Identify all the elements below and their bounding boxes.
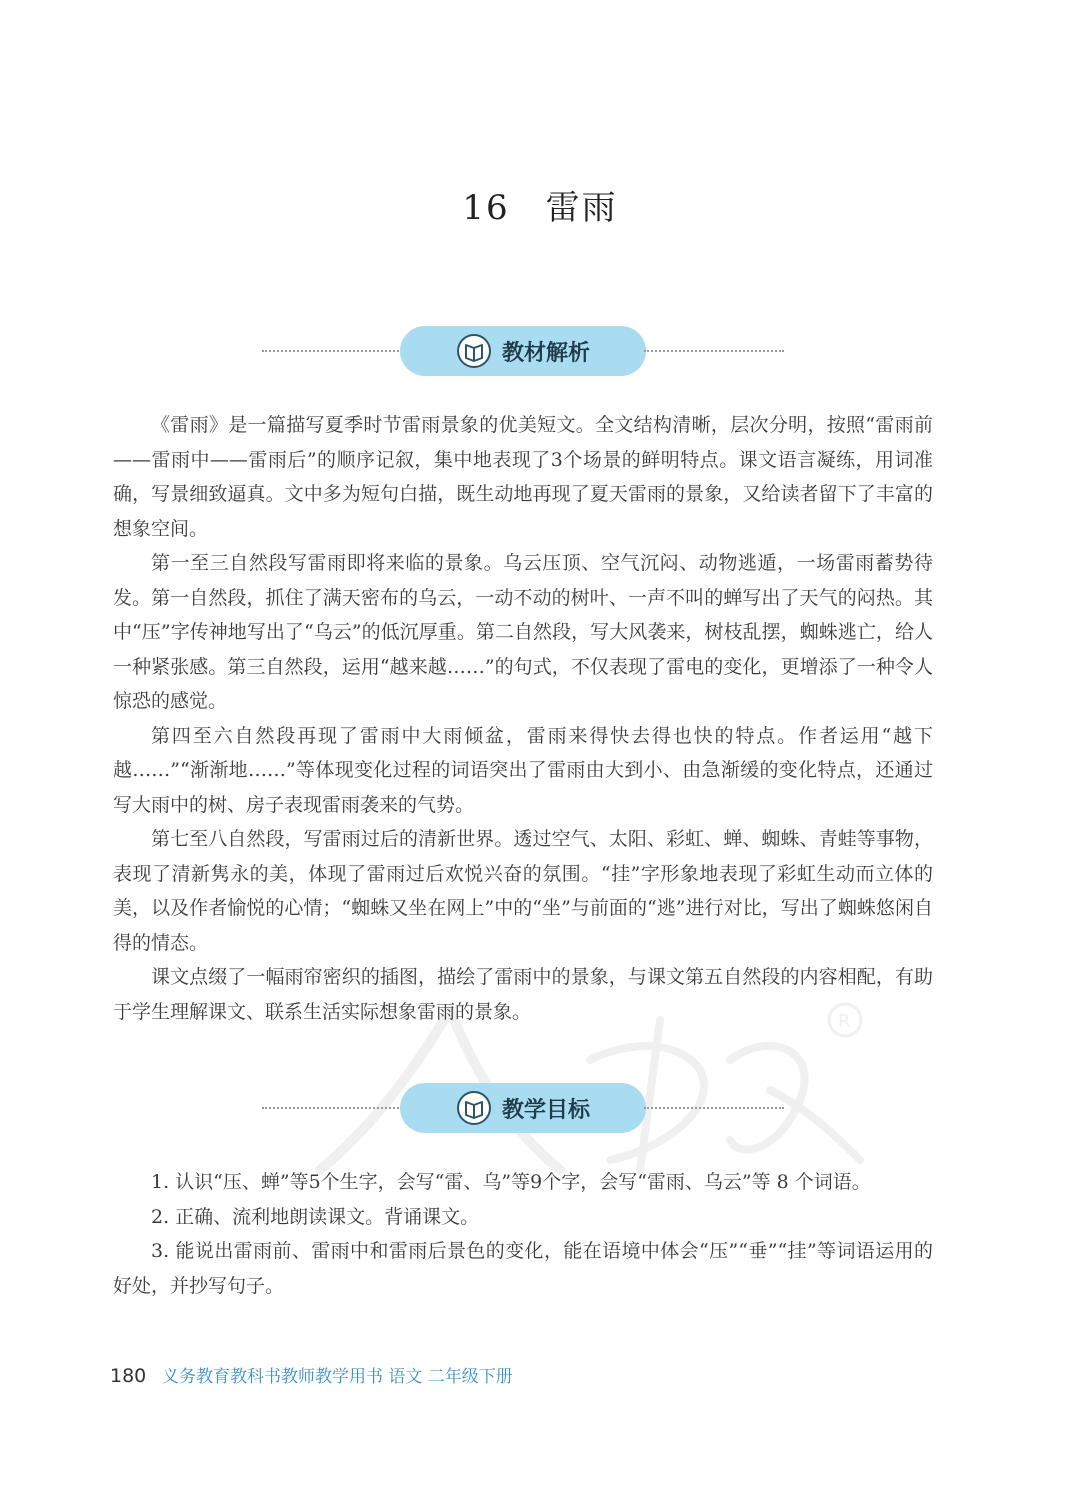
divider-left	[262, 350, 402, 352]
paragraph: 《雷雨》是一篇描写夏季时节雷雨景象的优美短文。全文结构清晰，层次分明，按照“雷雨前——雷雨中——雷雨后”的顺序记叙，集中地表现了3个场景的鲜明特点。课文语言凝练，用词准确，写景细致逼真。文中多为短句白描，既生动地再现了夏天雷雨的景象，又给读者留下了丰富的想象空间。	[113, 414, 933, 540]
lesson-name: 雷雨	[545, 188, 618, 228]
lesson-number: 16	[462, 188, 510, 228]
paragraph: 第一至三自然段写雷雨即将来临的景象。乌云压顶、空气沉闷、动物逃遁，一场雷雨蓄势待发。第一自然段，抓住了满天密布的乌云，一动不动的树叶、一声不叫的蝉写出了天气的闷热。其中“压”字传神地写出了“乌云”的低沉厚重。第二自然段，写大风袭来，树枝乱摆，蜘蛛逃亡，给人一种紧张感。第三自然段，运用“越来越……”的句式，不仅表现了雷电的变化，更增添了一种令人惊恐的感觉。	[113, 552, 933, 712]
section-body-teaching-objectives	[113, 1165, 933, 1303]
book-title: 义务教育教科书教师教学用书 语文 二年级下册	[162, 1367, 513, 1387]
section-heading-pill	[400, 1083, 646, 1133]
paragraph: 第四至六自然段再现了雷雨中大雨倾盆，雷雨来得快去得也快的特点。作者运用“越下越……”“渐渐地……”等体现变化过程的词语突出了雷雨由大到小、由急渐缓的变化特点，还通过写大雨中的树、房子表现雷雨袭来的气势。	[113, 724, 933, 816]
divider-right	[644, 350, 784, 352]
section-header-teaching-objectives	[262, 1083, 784, 1133]
section-header-textbook-analysis	[262, 326, 784, 376]
svg-text:R: R	[838, 1011, 851, 1032]
paragraph: 第七至八自然段，写雷雨过后的清新世界。透过空气、太阳、彩虹、蝉、蜘蛛、青蛙等事物，表现了清新隽永的美，体现了雷雨过后欢悦兴奋的氛围。“挂”字形象地表现了彩虹生动而立体的美，以及作者愉悦的心情；“蜘蛛又坐在网上”中的“坐”与前面的“逃”进行对比，写出了蜘蛛悠闲自得的情态。	[113, 828, 933, 954]
divider-left	[262, 1107, 402, 1109]
section-heading-label: 教学目标	[501, 1097, 590, 1123]
book-icon	[456, 1090, 492, 1126]
objective-item: 3. 能说出雷雨前、雷雨中和雷雨后景色的变化，能在语境中体会“压”“垂”“挂”等词语运用的好处，并抄写句子。	[113, 1240, 933, 1297]
book-icon	[456, 333, 492, 369]
divider-right	[644, 1107, 784, 1109]
section-heading-pill	[400, 326, 646, 376]
paragraph: 课文点缀了一幅雨帘密织的插图，描绘了雷雨中的景象，与课文第五自然段的内容相配，有助于学生理解课文、联系生活实际想象雷雨的景象。	[113, 966, 933, 1023]
page-footer	[110, 1362, 513, 1387]
section-heading-label: 教材解析	[501, 340, 590, 366]
lesson-title	[0, 180, 1080, 229]
objective-item: 1. 认识“压、蝉”等5个生字，会写“雷、乌”等9个字，会写“雷雨、乌云”等 8 个词语。	[151, 1171, 871, 1193]
page-number: 180	[110, 1365, 147, 1387]
section-body-textbook-analysis	[113, 408, 933, 1029]
objective-item: 2. 正确、流利地朗读课文。背诵课文。	[151, 1205, 480, 1228]
